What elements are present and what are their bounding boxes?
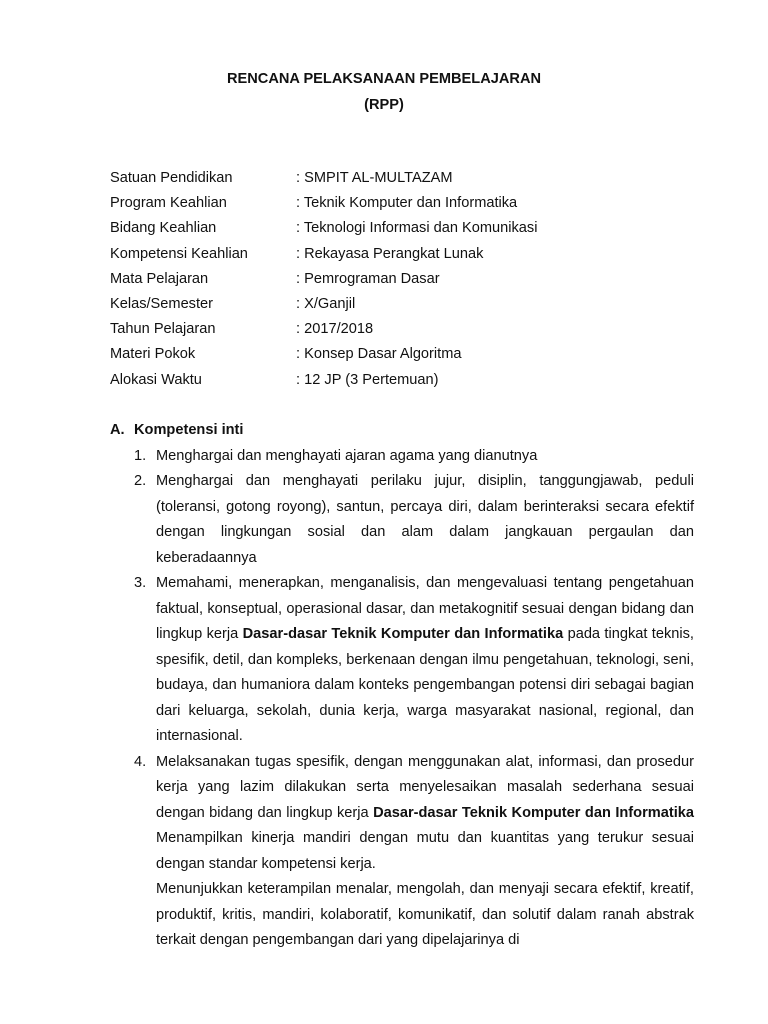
document-subtitle: (RPP) <box>364 97 404 113</box>
list-number: 4. <box>134 753 147 770</box>
list-text-part: Melaksanakan tugas spesifik, dengan menggunakan alat, informasi, dan prosedur kerja yang lazim dilakukan serta menyelesaikan masalah sederhana sesuai dengan bidang dan lingkup kerja <box>156 753 694 821</box>
list-text-part: Memahami, menerapkan, menganalisis, dan mengevaluasi tentang pengetahuan faktual, konseptual, operasional dasar, dan metakognitif sesuai dengan bidang dan lingkup kerja <box>156 575 694 642</box>
identity-row <box>110 216 710 241</box>
identity-row <box>110 191 710 216</box>
identity-label: Satuan Pendidikan <box>110 170 233 186</box>
identity-label: Kelas/Semester <box>110 295 214 312</box>
identity-label: Mata Pelajaran <box>110 270 209 287</box>
identity-value: : Teknologi Informasi dan Komunikasi <box>296 220 538 237</box>
identity-label: Tahun Pelajaran <box>110 321 216 338</box>
identity-label: Program Keahlian <box>110 195 227 212</box>
list-item <box>110 571 694 750</box>
identity-value: : 2017/2018 <box>296 321 374 338</box>
identity-value: : Teknik Komputer dan Informatika <box>296 195 518 212</box>
list-item <box>110 444 694 470</box>
identity-label: Materi Pokok <box>110 346 196 363</box>
document-header <box>0 66 768 118</box>
list-number: 3. <box>134 575 147 591</box>
list-number: 2. <box>134 473 147 489</box>
continuation-paragraph: Menunjukkan keterampilan menalar, mengolah, dan menyaji secara efektif, kreatif, produktif, kritis, mandiri, kolaboratif, komunikatif, dan solutif dalam ranah abstrak terkait dengan pengembangan dari yang dipelajarinya di <box>156 881 694 948</box>
bold-subject: Dasar-dasar Teknik Komputer dan Informatika <box>373 804 694 821</box>
identity-value: : Rekayasa Perangkat Lunak <box>296 245 484 262</box>
list-number: 1. <box>134 447 147 464</box>
section-kompetensi-inti <box>110 418 694 954</box>
identity-label: Bidang Keahlian <box>110 220 217 237</box>
document-title: RENCANA PELAKSANAAN PEMBELAJARAN <box>226 71 542 87</box>
identity-label: Kompetensi Keahlian <box>110 245 248 262</box>
section-letter: A. <box>110 422 125 438</box>
list-text: Menghargai dan menghayati perilaku jujur, disiplin, tanggungjawab, peduli (toleransi, gotong royong), santun, percaya diri, dalam berinteraksi secara efektif dengan lingkungan sosial dan alam dalam jangkauan pergaulan dan keberadaannya <box>156 473 694 566</box>
list-item <box>110 750 694 878</box>
list-text: Menghargai dan menghayati ajaran agama yang dianutnya <box>156 447 538 464</box>
list-text <box>156 571 694 750</box>
identity-row <box>110 342 710 367</box>
list-item <box>110 469 694 571</box>
list-text-part: pada tingkat teknis, spesifik, detil, dan kompleks, berkenaan dengan ilmu pengetahuan, teknologi, seni, budaya, dan humaniora dalam konteks pengembangan potensi diri sebagai bagian dari keluarga, sekolah, dunia kerja, warga masyarakat nasional, regional, dan internasional. <box>156 626 694 744</box>
bold-subject: Dasar-dasar Teknik Komputer dan Informatika <box>242 626 564 642</box>
identity-row <box>110 368 710 393</box>
identity-table <box>110 166 710 393</box>
competency-list <box>110 444 694 954</box>
identity-value: : Konsep Dasar Algoritma <box>296 346 462 363</box>
list-text-part: Menampilkan kinerja mandiri dengan mutu dan kuantitas yang terukur sesuai dengan standar kompetensi kerja. <box>156 830 694 872</box>
section-heading <box>110 418 694 444</box>
section-title: Kompetensi inti <box>134 422 244 438</box>
identity-label: Alokasi Waktu <box>110 371 202 388</box>
identity-row <box>110 317 710 342</box>
identity-value: : X/Ganjil <box>296 295 356 312</box>
list-text <box>156 750 694 878</box>
identity-row <box>110 267 710 292</box>
identity-row <box>110 166 710 191</box>
identity-row <box>110 292 710 317</box>
identity-value: : Pemrograman Dasar <box>296 270 440 287</box>
identity-value: : SMPIT AL-MULTAZAM <box>296 170 453 186</box>
identity-row <box>110 242 710 267</box>
identity-value: : 12 JP (3 Pertemuan) <box>296 371 439 388</box>
